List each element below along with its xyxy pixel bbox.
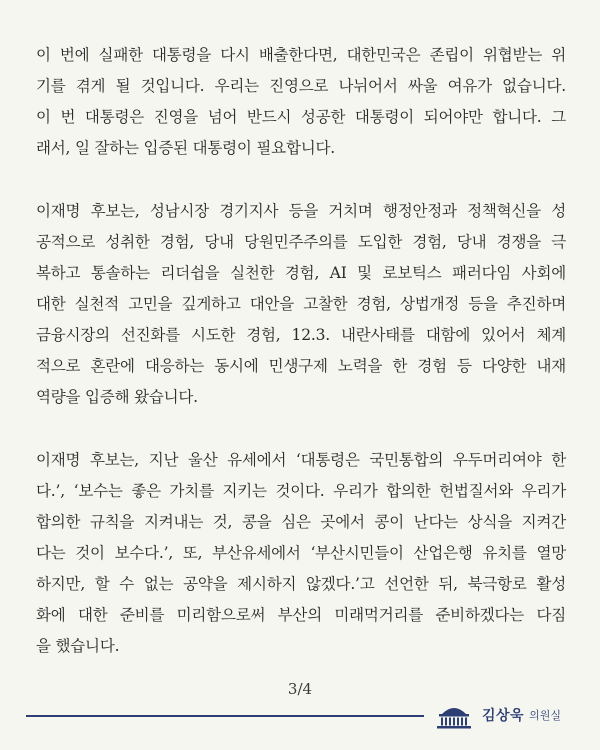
- text-line: 하지만, 할 수 없는 공약을 제시하지 않겠다.’고 선언한 뒤, 북극항로 활성: [36, 575, 566, 593]
- text-line: 이재명 후보는, 지난 울산 유세에서 ‘대통령은 국민통합의 우두머리여야 한: [36, 451, 566, 469]
- text-line: 합의한 규칙을 지켜내는 것, 콩을 심은 곳에서 콩이 난다는 상식을 지켜간: [36, 513, 566, 531]
- text-line: 공적으로 성취한 경험, 당내 당원민주주의를 도입한 경험, 당내 경쟁을 극: [36, 233, 566, 251]
- text-line: 을 했습니다.: [36, 637, 120, 655]
- national-assembly-building-icon: [434, 700, 474, 730]
- text-line: 기를 겪게 될 것입니다. 우리는 진영으로 나뉘어서 싸울 여유가 없습니다.: [36, 77, 566, 95]
- text-line: 적으로 혼란에 대응하는 동시에 민생구제 노력을 한 경험 등 다양한 내재: [36, 357, 566, 375]
- letter-body: [36, 40, 566, 694]
- text-line: 역량을 입증해 왔습니다.: [36, 388, 198, 406]
- paragraph-3: [36, 445, 566, 662]
- text-line: 복하고 통솔하는 리더쉽을 실천한 경험, AI 및 로보틱스 패러다임 사회에: [36, 264, 566, 282]
- text-line: 화에 대한 준비를 미리함으로써 부산의 미래먹거리를 준비하겠다는 다짐: [36, 606, 566, 624]
- text-line: 다.’, ‘보수는 좋은 가치를 지키는 것이다. 우리가 합의한 헌법질서와 우리가: [36, 482, 566, 500]
- text-line: 이 번 대통령은 진영을 넘어 반드시 성공한 대통령이 되어야만 합니다. 그: [36, 108, 566, 126]
- paragraph-2: [36, 196, 566, 413]
- paragraph-1: [36, 40, 566, 164]
- footer-divider: [26, 715, 424, 717]
- text-line: 이재명 후보는, 성남시장 경기지사 등을 거치며 행정안정과 정책혁신을 성: [36, 202, 566, 220]
- page-number: 3/4: [287, 680, 313, 698]
- text-line: 이 번에 실패한 대통령을 다시 배출한다면, 대한민국은 존립이 위협받는 위: [36, 46, 566, 64]
- text-line: 금융시장의 선진화를 시도한 경험, 12.3. 내란사태를 대함에 있어서 체계: [36, 326, 566, 344]
- footer-brand: [434, 700, 561, 730]
- assembly-member-name: 김상욱: [482, 708, 525, 724]
- text-line: 래서, 일 잘하는 입증된 대통령이 필요합니다.: [36, 139, 336, 157]
- office-title: 의원실: [529, 709, 561, 722]
- text-line: 대한 실천적 고민을 깊게하고 대안을 고찰한 경험, 상법개정 등을 추진하며: [36, 295, 566, 313]
- text-line: 다는 것이 보수다.’, 또, 부산유세에서 ‘부산시민들이 산업은행 유치를 열망: [36, 544, 566, 562]
